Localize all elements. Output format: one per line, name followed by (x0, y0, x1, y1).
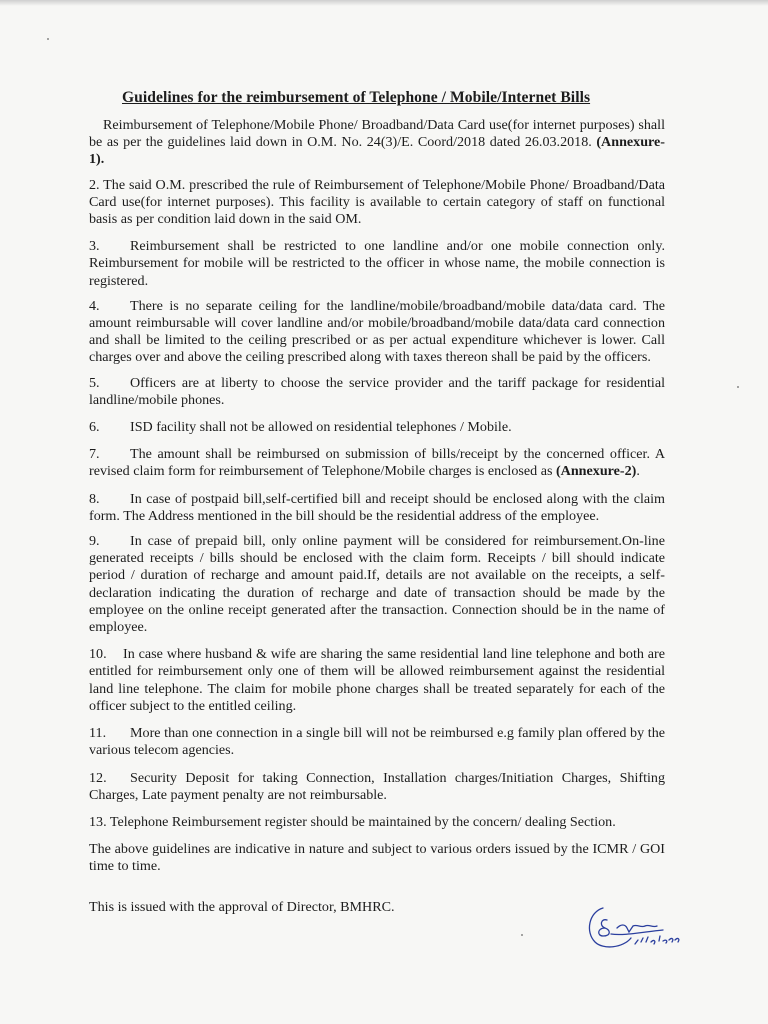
paragraph-11 (89, 725, 665, 759)
paragraph-number: 8. (89, 490, 100, 507)
paragraph-text: Officers are at liberty to choose the service provider and the tariff package for residential landline/mobile phones. (89, 374, 665, 408)
paragraph-text: The amount shall be reimbursed on submission of bills/receipt by the concerned officer. A revised claim form for reimbursement of Telephone/Mobile charges is enclosed as (89, 446, 665, 480)
paragraph-text: Reimbursement of Telephone/Mobile Phone/ Broadband/Data Card use(for internet purposes) shall be as per the guidelines laid down in O.M. No. 24(3)/E. Coord/2018 dated 26.03.2018. (89, 117, 665, 151)
approval-line: This is issued with the approval of Director, BMHRC. (89, 899, 395, 915)
paragraph-text: In case where husband & wife are sharing the same residential land line telephone and both are entitled for reimbursement only one of them will be allowed reimbursement against the residential land line telephone. The claim for mobile phone charges shall be treated separately for each of the officer subject to the entitled ceiling. (89, 646, 665, 714)
paragraph-5 (89, 375, 665, 409)
paragraph-text: In case of postpaid bill,self-certified bill and receipt should be enclosed along with the claim form. The Address mentioned in the bill should be the residential address of the employee. (89, 490, 665, 524)
paragraph-number: 5. (89, 374, 100, 391)
paragraph-number: 9. (89, 533, 100, 550)
paragraph-3 (89, 238, 665, 290)
paragraph-12 (89, 770, 665, 804)
annexure-2-ref: (Annexure-2) (555, 463, 637, 480)
paragraph-9 (89, 533, 665, 636)
paragraph-number: 7. (89, 446, 100, 463)
annexure-1-ref: (Annexure-1). (89, 134, 665, 168)
paragraph-number: 10. (89, 646, 107, 663)
paragraph-6 (89, 419, 665, 436)
paragraph-number: 4. (89, 297, 100, 314)
paragraph-tail: . (636, 463, 640, 480)
paragraph-text: Security Deposit for taking Connection, Installation charges/Initiation Charges, Shifting Charges, Late payment penalty are not reimbursable. (89, 769, 665, 803)
scan-speck (521, 934, 523, 936)
paragraph-7 (89, 446, 665, 480)
paragraph-number: 6. (89, 419, 100, 436)
paragraph-number: 12. (89, 769, 107, 786)
document-title: Guidelines for the reimbursement of Telephone / Mobile/Internet Bills (122, 89, 591, 106)
scan-speck (47, 38, 49, 40)
paragraph-2: 2. The said O.M. prescribed the rule of Reimbursement of Telephone/Mobile Phone/ Broadband/Data Card use(for internet purposes). This facility is available to certain category of staff on functional basis as per condition laid down in the said OM. (89, 176, 665, 228)
paragraph-text: Reimbursement shall be restricted to one landline and/or one mobile connection only. Reimbursement for mobile will be restricted to the officer in whose name, the mobile connection is registered. (89, 238, 665, 289)
paragraph-text: There is no separate ceiling for the landline/mobile/broadband/mobile data/data card. The amount reimbursable will cover landline and/or mobile/broadband/mobile data/data card connection and shall be limited to the ceiling prescribed or as per actual expenditure whichever is lower. Call charges over and above the ceiling prescribed along with taxes thereon shall be paid by the officers. (89, 297, 665, 366)
paragraph-8 (89, 491, 665, 525)
paragraph-text: In case of prepaid bill, only online payment will be considered for reimbursement.On-line generated receipts / bills should be enclosed with the claim form. Receipts / bill should indicate period / duration of recharge and amount paid.If, details are not available on the receipts, a self-declaration indicating the duration of recharge and date of transaction should be made by the employee on the online receipt generated after the transaction. Connection should be in the name of employee. (89, 533, 665, 636)
document-body (89, 117, 665, 884)
paragraph-1 (89, 117, 665, 169)
signature-drawing (583, 898, 695, 958)
paragraph-10 (89, 646, 665, 715)
paragraph-number: 11. (89, 725, 107, 742)
paragraph-13: 13. Telephone Reimbursement register should be maintained by the concern/ dealing Section. (89, 813, 616, 830)
scan-speck (737, 386, 739, 388)
paragraph-closing: The above guidelines are indicative in nature and subject to various orders issued by the ICMR / GOI time to time. (89, 841, 665, 875)
paragraph-text: More than one connection in a single bill will not be reimbursed e.g family plan offered by the various telecom agencies. (89, 725, 665, 759)
paragraph-number: 3. (89, 238, 100, 255)
handwritten-signature (583, 898, 695, 963)
scan-edge (0, 0, 768, 6)
paragraph-text: ISD facility shall not be allowed on residential telephones / Mobile. (130, 419, 512, 436)
paragraph-4 (89, 298, 665, 367)
